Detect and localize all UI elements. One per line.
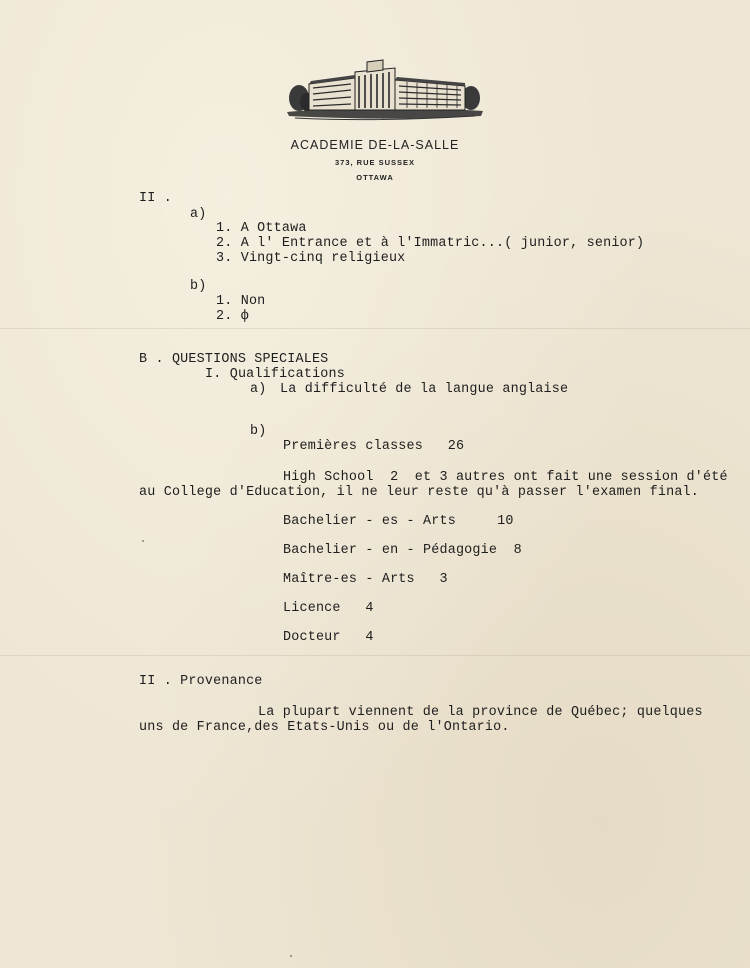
section-ii-part-b-label: b)	[190, 279, 207, 294]
provenance-heading: II . Provenance	[139, 674, 263, 689]
degree-line: Bachelier - es - Arts 10	[283, 514, 514, 529]
section-b-subheading: I. Qualifications	[205, 367, 346, 382]
school-building-engraving-icon	[285, 58, 485, 126]
paper-speck	[290, 955, 292, 957]
degree-line: Maître-es - Arts 3	[283, 572, 448, 587]
high-school-line-1: High School 2 et 3 autres ont fait une session d'été	[283, 470, 728, 485]
section-b-a-label: a)	[250, 382, 267, 397]
degree-line: Bachelier - en - Pédagogie 8	[283, 543, 522, 558]
section-ii-a-item-2: 2. A l' Entrance et à l'Immatric...( junior, senior)	[216, 236, 645, 251]
degree-line: Licence 4	[283, 601, 374, 616]
section-b-a-text: La difficulté de la langue anglaise	[280, 382, 569, 397]
section-ii-part-a-label: a)	[190, 207, 207, 222]
provenance-line-1: La plupart viennent de la province de Québec; quelques	[258, 705, 703, 720]
section-b-b-label: b)	[250, 424, 267, 439]
section-ii-b-item-1: 1. Non	[216, 294, 266, 309]
provenance-line-2: uns de France,des Etats-Unis ou de l'Ontario.	[139, 720, 510, 735]
paper-fold-line	[0, 655, 750, 656]
high-school-line-2: au College d'Education, il ne leur reste qu'à passer l'examen final.	[139, 485, 700, 500]
paper-fold-line	[0, 328, 750, 329]
paper-speck	[142, 540, 144, 542]
section-b-heading: B . QUESTIONS SPECIALES	[139, 352, 329, 367]
section-ii-a-item-1: 1. A Ottawa	[216, 221, 307, 236]
section-ii-b-item-2: 2. ф	[216, 309, 249, 324]
section-ii-a-item-3: 3. Vingt-cinq religieux	[216, 251, 406, 266]
premieres-classes: Premières classes 26	[283, 439, 465, 454]
letterhead-address: 373, RUE SUSSEX	[334, 158, 416, 167]
letterhead-city: OTTAWA	[356, 173, 394, 182]
section-ii-heading: II .	[139, 191, 172, 206]
degree-line: Docteur 4	[283, 630, 374, 645]
letterhead-name: ACADEMIE DE-LA-SALLE	[290, 138, 460, 152]
